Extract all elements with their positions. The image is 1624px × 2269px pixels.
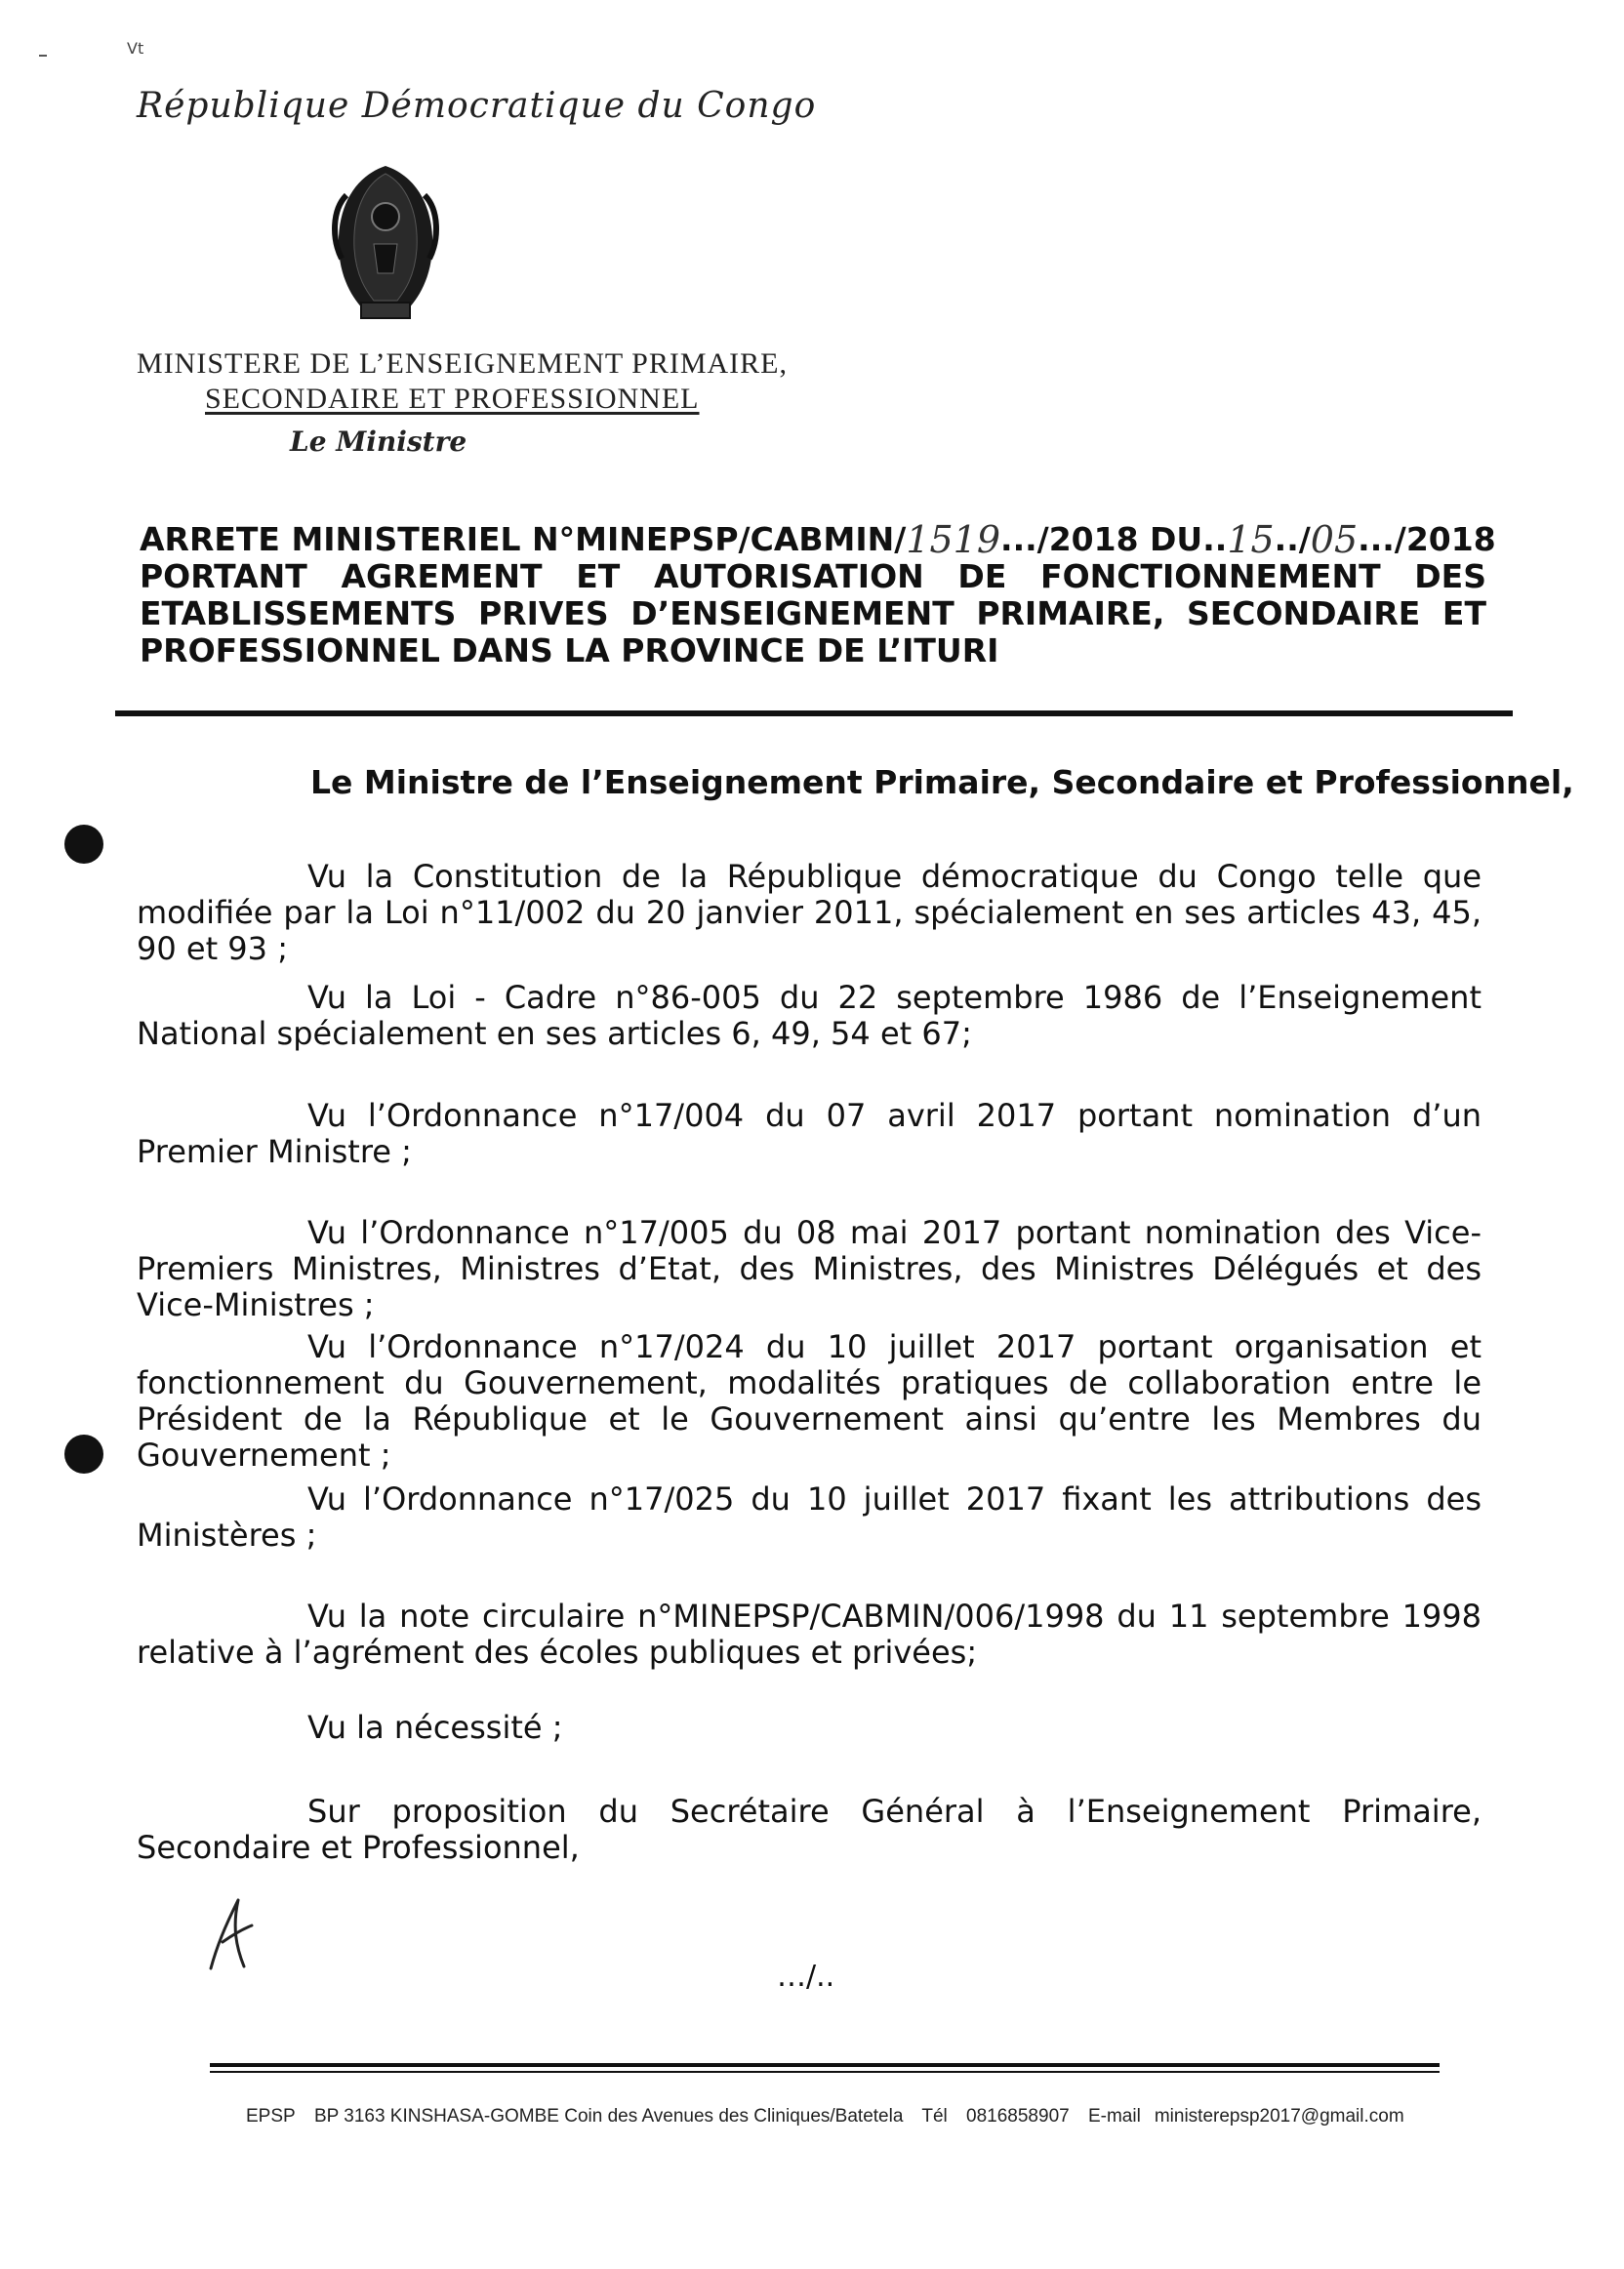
recital-paragraph — [137, 1329, 1482, 1474]
title-word: DE — [957, 557, 1007, 595]
decree-title-suffix: .../2018 — [1358, 520, 1496, 558]
handwritten-day: 15 — [1227, 518, 1275, 561]
decree-title — [140, 518, 1496, 669]
page-continuation-mark: …/.. — [777, 1960, 835, 1994]
title-word: ET — [1441, 594, 1486, 632]
footer-email-label: E-mail — [1087, 2106, 1141, 2127]
decree-title-mid: .../2018 DU.. — [1000, 520, 1228, 558]
title-word: PRIVES — [477, 594, 609, 632]
decree-title-line2 — [140, 558, 1486, 595]
recital-text: Vu la nécessité ; — [307, 1709, 563, 1746]
scan-mark: Vt — [127, 39, 144, 58]
recital-paragraph — [137, 1710, 1482, 1746]
title-word: ETABLISSEMENTS — [140, 594, 457, 632]
footer-divider — [210, 2063, 1440, 2067]
title-word: DES — [1414, 557, 1486, 595]
recital-paragraph — [137, 980, 1482, 1052]
recital-paragraph — [137, 1215, 1482, 1323]
decree-title-line4 — [140, 632, 1486, 669]
handwritten-initials — [203, 1888, 262, 1976]
coat-of-arms-emblem — [327, 156, 444, 332]
punch-hole-mark — [64, 825, 103, 864]
minister-heading: Le Ministre de l’Enseignement Primaire, Secondaire et Professionnel, — [310, 763, 1574, 801]
ministry-name-line2: SECONDAIRE ET PROFESSIONNEL — [205, 383, 700, 415]
footer-address: BP 3163 KINSHASA-GOMBE Coin des Avenues des Cliniques/Batetela — [313, 2106, 904, 2127]
decree-title-line3 — [140, 595, 1486, 632]
footer-contact — [246, 2106, 1418, 2127]
decree-title-prefix: ARRETE MINISTERIEL N°MINEPSP/CABMIN/ — [140, 520, 907, 558]
punch-hole-mark — [64, 1435, 103, 1474]
recital-paragraph — [137, 859, 1482, 967]
decree-title-line1 — [140, 518, 1496, 561]
footer-org: EPSP — [246, 2106, 296, 2127]
footer-email: ministerepsp2017@gmail.com — [1154, 2106, 1404, 2127]
recital-paragraph — [137, 1481, 1482, 1554]
footer-phone-label: Tél — [921, 2106, 948, 2127]
recital-text: Sur proposition du Secrétaire Général à l’Enseignement Primaire, Secondaire et Professionnel, — [137, 1793, 1482, 1866]
handwritten-number: 1519 — [906, 518, 1001, 561]
handwritten-month: 05 — [1310, 518, 1359, 561]
recital-paragraph — [137, 1794, 1482, 1866]
footer-divider-thin — [210, 2071, 1440, 2073]
title-line4-text: PROFESSIONNEL DANS LA PROVINCE DE L’ITURI — [140, 631, 999, 669]
recital-text: Vu la note circulaire n°MINEPSP/CABMIN/006/1998 du 11 septembre 1998 relative à l’agrément des écoles publiques et privées; — [137, 1598, 1482, 1671]
recital-text: Vu l’Ordonnance n°17/005 du 08 mai 2017 portant nomination des Vice-Premiers Ministres, Ministres d’Etat, des Ministres, des Ministres Délégués et des Vice-Ministres ; — [137, 1214, 1482, 1323]
scan-artifact — [39, 55, 47, 57]
title-word: SECONDAIRE — [1186, 594, 1421, 632]
recital-text: Vu la Constitution de la République démocratique du Congo telle que modifiée par la Loi n°11/002 du 20 janvier 2011, spécialement en ses articles 43, 45, 90 et 93 ; — [137, 858, 1482, 967]
recital-paragraph — [137, 1098, 1482, 1170]
ministry-name-line1: MINISTERE DE L’ENSEIGNEMENT PRIMAIRE, — [137, 347, 788, 380]
recital-text: Vu l’Ordonnance n°17/025 du 10 juillet 2017 fixant les attributions des Ministères ; — [137, 1480, 1482, 1554]
title-word: ET — [576, 557, 621, 595]
title-divider — [115, 710, 1513, 716]
title-word: FONCTIONNEMENT — [1040, 557, 1381, 595]
recital-text: Vu l’Ordonnance n°17/024 du 10 juillet 2017 portant organisation et fonctionnement du Gouvernement, modalités pratiques de collaboration entre le Président de la République et le Gouvernement ainsi qu’entre les Membres du Gouvernement ; — [137, 1328, 1482, 1474]
decree-title-sep: ../ — [1274, 520, 1311, 558]
footer-phone: 0816858907 — [966, 2106, 1070, 2127]
title-word: PORTANT — [140, 557, 307, 595]
recital-paragraph — [137, 1599, 1482, 1671]
title-word: AUTORISATION — [653, 557, 924, 595]
country-name: République Démocratique du Congo — [137, 86, 817, 126]
signatory-title: Le Ministre — [290, 425, 467, 458]
recital-text: Vu la Loi - Cadre n°86-005 du 22 septembre 1986 de l’Enseignement National spécialement en ses articles 6, 49, 54 et 67; — [137, 979, 1482, 1052]
recital-text: Vu l’Ordonnance n°17/004 du 07 avril 2017 portant nomination d’un Premier Ministre ; — [137, 1097, 1482, 1170]
title-word: PRIMAIRE, — [976, 594, 1165, 632]
title-word: D’ENSEIGNEMENT — [630, 594, 954, 632]
title-word: AGREMENT — [341, 557, 543, 595]
